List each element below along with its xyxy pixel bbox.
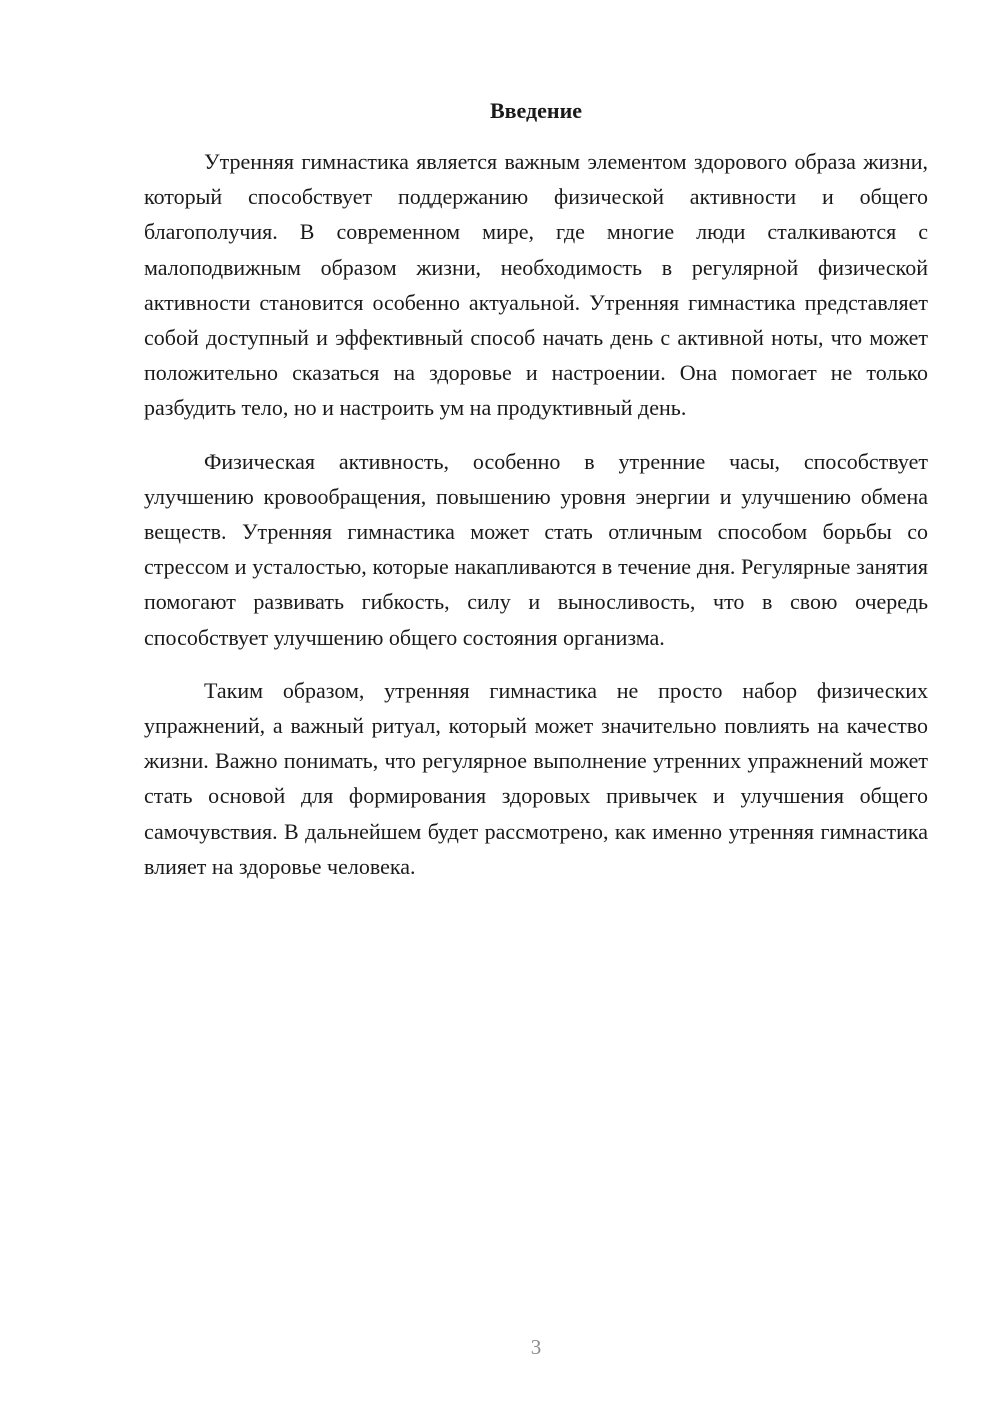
paragraph: Таким образом, утренняя гимнастика не просто набор физических упражнений, а важный ритуал, который может значительно повлиять на качество жизни. Важно понимать, что регулярное выполнение утренних упражнений может стать основой для формирования здоровых привычек и улучшения общего самочувствия. В дальнейшем будет рассмотрено, как именно утренняя гимнастика влияет на здоровье человека. [144,677,928,879]
body-text [144,144,928,884]
paragraph: Утренняя гимнастика является важным элементом здорового образа жизни, который способствует поддержанию физической активности и общего благополучия. В современном мире, где многие люди сталкиваются с малоподвижным образом жизни, необходимость в регулярной физической активности становится особенно актуальной. Утренняя гимнастика представляет собой доступный и эффективный способ начать день с активной ноты, что может положительно сказаться на здоровье и настроении. Она помогает не только разбудить тело, но и настроить ум на продуктивный день. [144,149,928,421]
section-heading: Введение [489,98,583,123]
paragraph: Физическая активность, особенно в утренние часы, способствует улучшению кровообращения, повышению уровня энергии и улучшению обмена веществ. Утренняя гимнастика может стать отличным способом борьбы со стрессом и усталостью, которые накапливаются в течение дня. Регулярные занятия помогают развивать гибкость, силу и выносливость, что в свою очередь способствует улучшению общего состояния организма. [144,448,928,650]
page-number: 3 [530,1335,542,1359]
